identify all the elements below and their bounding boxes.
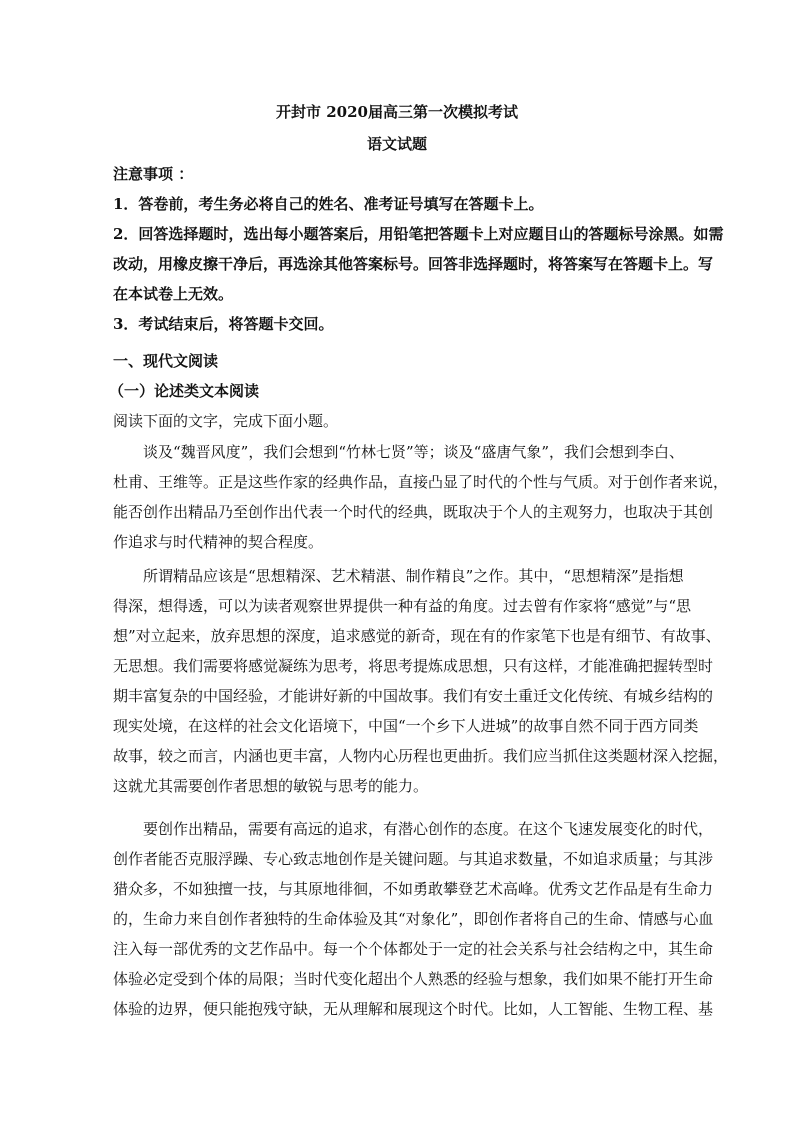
passage-line: 谈及“魏晋风度”，我们会想到“竹林七贤”等；谈及“盛唐气象”，我们会想到李白、 — [143, 443, 685, 461]
section-header — [109, 346, 681, 406]
passage-line: 所谓精品应该是“思想精深、艺术精湛、制作精良”之作。其中，“思想精深”是指想 — [143, 567, 684, 585]
passage-line: 能否创作出精品乃至创作出代表一个时代的经典，既取决于个人的主观努力，也取决于其创 — [113, 503, 714, 521]
passage-line: 故事，较之而言，内涵也更丰富，人物内心历程也更曲折。我们应当抓住这类题材深入挖掘， — [113, 747, 729, 765]
passage-line: 的，生命力来自创作者独特的生命体验及其“对象化”，即创作者将自己的生命、情感与心血 — [113, 910, 714, 928]
notice-section — [113, 159, 724, 339]
instruction-block — [113, 406, 681, 436]
passage-line: 体验必定受到个体的局限；当时代变化超出个人熟悉的经验与想象，我们如果不能打开生命 — [113, 970, 714, 988]
notice-line: 2．回答选择题时，选出每小题答案后，用铅笔把答题卡上对应题目山的答题标号涂黑。如需 — [113, 225, 724, 243]
passage-line: 期丰富复杂的中国经验，才能讲好新的中国故事。我们有安土重迁文化传统、有城乡结构的 — [113, 687, 714, 705]
passage-line: 猎众多，不如独擅一技，与其原地徘徊，不如勇敢攀登艺术高峰。优秀文艺作品是有生命力 — [113, 880, 714, 898]
passage-line: 杜甫、王维等。正是这些作家的经典作品，直接凸显了时代的个性与气质。对于创作者来说， — [113, 473, 729, 491]
passage-paragraph-1 — [113, 437, 729, 557]
notice-line: 在本试卷上无效。 — [113, 285, 234, 303]
passage-line: 作追求与时代精神的契合程度。 — [113, 533, 324, 551]
notice-line: 3．考试结束后，将答题卡交回。 — [113, 315, 334, 333]
passage-line: 想”对立起来，放弃思想的深度，追求感觉的新奇，现在有的作家笔下也是有细节、有故事、 — [113, 627, 721, 645]
notice-heading: 注意事项 ： — [113, 165, 194, 183]
passage-line: 注入每一部优秀的文艺作品中。每一个个体都处于一定的社会关系与社会结构之中，其生命 — [113, 940, 714, 958]
passage-line: 体验的边界，便只能抱残守缺，无从理解和展现这个时代。比如，人工智能、生物工程、基 — [113, 1000, 714, 1018]
passage-line: 得深，想得透，可以为读者观察世界提供一种有益的角度。过去曾有作家将“感觉”与“思 — [113, 597, 692, 615]
notice-line: 改动，用橡皮擦干净后，再选涂其他答案标号。回答非选择题时，将答案写在答题卡上。写 — [113, 255, 714, 273]
passage-paragraph-3 — [113, 814, 714, 1024]
passage-line: 创作者能否克服浮躁、专心致志地创作是关键问题。与其追求数量，不如追求质量；与其涉 — [113, 850, 714, 868]
passage-line: 这就尤其需要创作者思想的敏锐与思考的能力。 — [113, 777, 429, 795]
passage-paragraph-2 — [113, 561, 729, 801]
reading-instruction: 阅读下面的文字，完成下面小题。 — [113, 412, 339, 430]
passage-line: 无思想。我们需要将感觉凝练为思考，将思考提炼成思想，只有这样，才能准确把握转型时 — [113, 657, 714, 675]
section-heading: 一、现代文阅读 — [113, 352, 219, 370]
passage-line: 要创作出精品，需要有高远的追求，有潜心创作的态度。在这个飞速发展变化的时代， — [143, 820, 714, 838]
notice-line: 1．答卷前，考生务必将自己的姓名、准考证号填写在答题卡上。 — [113, 195, 544, 213]
section-subheading: （一）论述类文本阅读 — [109, 382, 260, 400]
passage-line: 现实处境，在这样的社会文化语境下，中国“一个乡下人进城”的故事自然不同于西方同类 — [113, 717, 699, 735]
exam-title: 开封市 2020届高三第一次模拟考试 — [276, 103, 518, 121]
exam-subtitle: 语文试题 — [366, 135, 427, 153]
